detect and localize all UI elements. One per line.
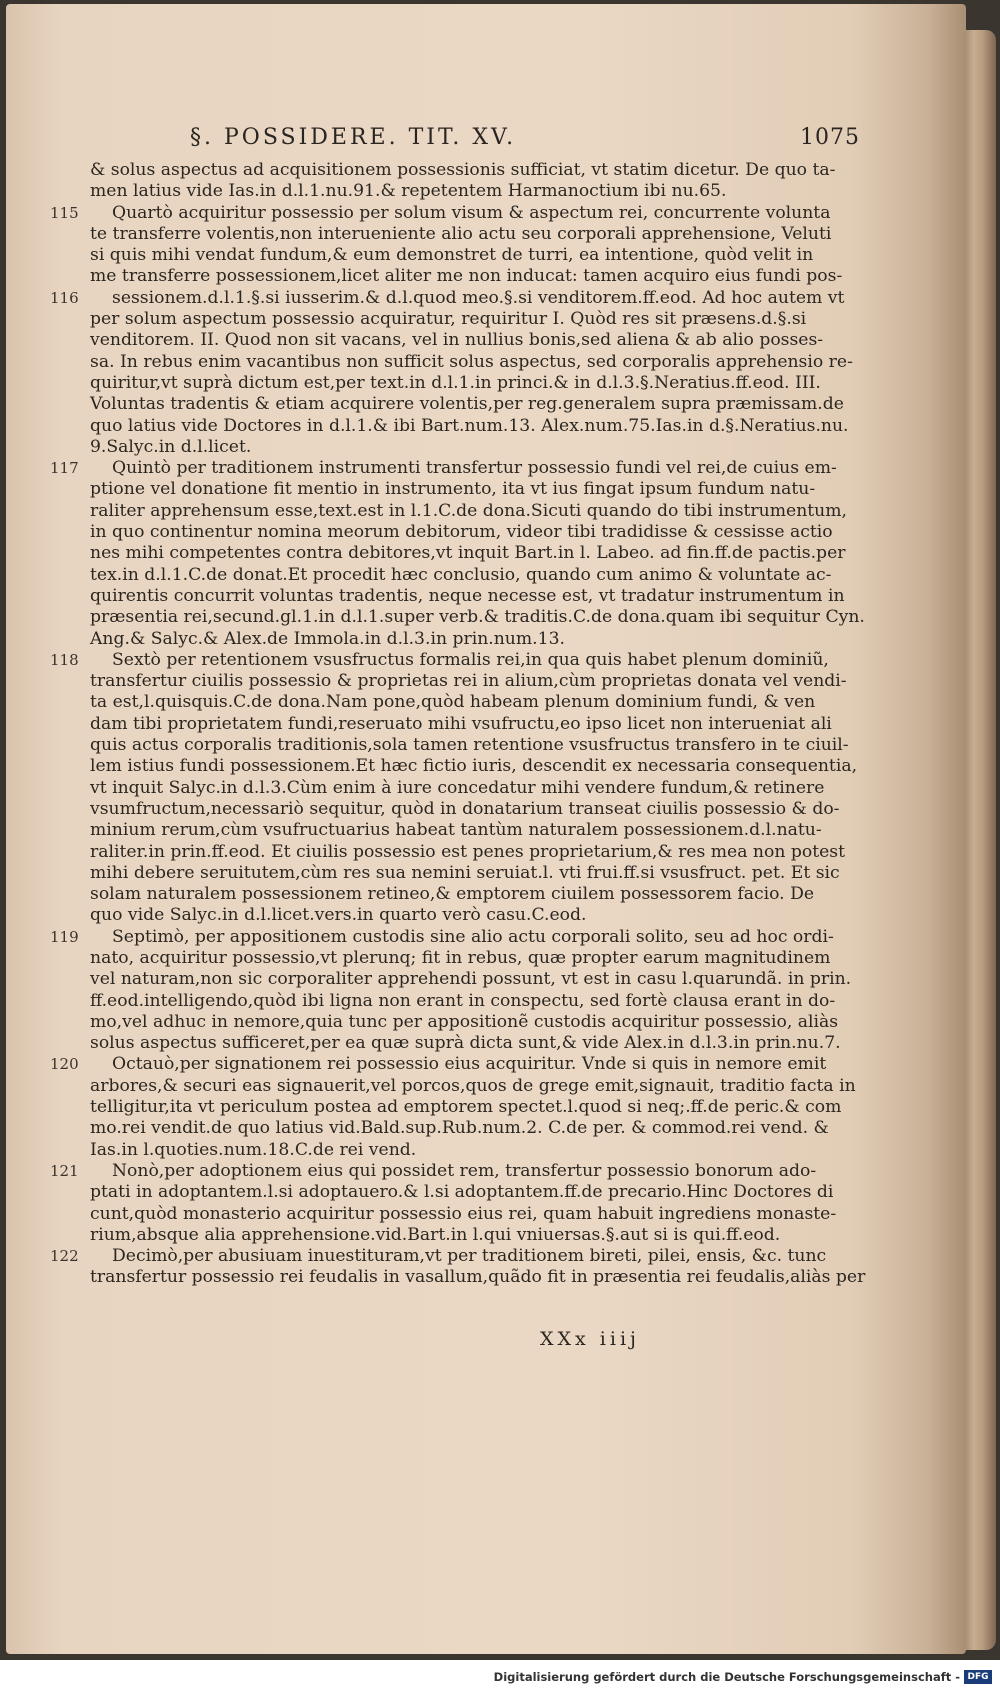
text-line: men latius vide Ias.in d.l.1.nu.91.& repetentem Harmanoctium ibi nu.65. — [90, 181, 727, 202]
text-line: vt inquit Salyc.in d.l.3.Cùm enim à iure concedatur mihi vendere fundum,& retinere — [90, 777, 825, 798]
text-line: Quintò per traditionem instrumenti transfertur possessio fundi vel rei,de cuius em- — [112, 458, 837, 479]
text-line: & solus aspectus ad acquisitionem possessionis sufficiat, vt statim dicetur. De quo ta- — [90, 160, 836, 180]
text-line: Decimò,per abusiuam inuestituram,vt per traditionem bireti, pilei, ensis, &c. tunc — [112, 1246, 827, 1267]
text-line: quiritur,vt suprà dictum est,per text.in d.l.1.in princi.& in d.l.3.§.Neratius.ff.eod. III. — [90, 372, 821, 393]
text-line: nes mihi competentes contra debitores,vt inquit Bart.in l. Labeo. ad fin.ff.de pactis.per — [90, 543, 846, 564]
marginal-number: 121 — [50, 1161, 79, 1180]
footer-credit: Digitalisierung gefördert durch die Deutsche Forschungsgemeinschaft - — [493, 1670, 960, 1684]
marginal-number: 120 — [50, 1055, 79, 1074]
paragraph — [50, 458, 865, 650]
text-line: sa. In rebus enim vacantibus non sufficit solus aspectus, sed corporalis apprehensio re- — [90, 351, 853, 372]
paragraph — [90, 160, 836, 203]
text-line: Quartò acquiritur possessio per solum visum & aspectum rei, concurrente volunta — [112, 202, 831, 223]
text-line: si quis mihi vendat fundum,& eum demonstret de turri, ea intentione, quòd velit in — [90, 245, 814, 266]
text-line: raliter apprehensum esse,text.est in l.1.C.de dona.Sicuti quando do tibi instrumentum, — [90, 500, 847, 521]
text-line: ta est,l.quisquis.C.de dona.Nam pone,quòd habeam plenum dominium fundi, & ven — [90, 692, 816, 713]
text-line: quis actus corporalis traditionis,sola tamen retentione vsusfructus transfero in te ciuil- — [90, 735, 849, 756]
paragraph — [50, 1054, 856, 1160]
text-line: me transferre possessionem,licet aliter me non inducat: tamen acquiro eius fundi pos- — [90, 266, 843, 287]
text-line: Septimò, per appositionem custodis sine alio actu corporali solito, seu ad hoc ordi- — [112, 926, 834, 947]
text-line: minium rerum,cùm vsufructuarius habeat tantùm naturalem possessionem.d.l.natu- — [90, 820, 822, 841]
page-body — [50, 160, 866, 1289]
paragraph — [50, 287, 853, 458]
paragraph — [50, 1246, 866, 1289]
marginal-number: 119 — [50, 927, 79, 946]
text-line: sessionem.d.l.1.§.si iusserim.& d.l.quod meo.§.si venditorem.ff.eod. Ad hoc autem vt — [112, 287, 845, 308]
text-line: solam naturalem possessionem retineo,& emptorem ciuilem possessorem facio. De — [90, 884, 815, 905]
paragraph — [50, 649, 858, 927]
header-title: §. POSSIDERE. TIT. XV. — [190, 125, 517, 150]
text-line: telligitur,ita vt periculum postea ad emptorem spectet.l.quod si neq;.ff.de peric.& com — [90, 1097, 842, 1118]
text-line: ff.eod.intelligendo,quòd ibi ligna non erant in conspectu, sed fortè clausa erant in do- — [90, 990, 836, 1011]
marginal-number: 117 — [50, 459, 79, 478]
text-line: per solum aspectum possessio acquiratur, requiritur I. Quòd res sit præsens.d.§.si — [90, 309, 807, 330]
paragraph — [50, 926, 852, 1055]
text-line: nato, acquiritur possessio,vt plerunq; fit in rebus, quæ propter earum magnitudinem — [90, 947, 831, 968]
running-header — [190, 125, 860, 161]
text-line: præsentia rei,secund.gl.1.in d.l.1.super verb.& traditis.C.de dona.quam ibi sequitur Cyn. — [90, 607, 865, 628]
text-line: dam tibi proprietatem fundi,reseruato mihi vsufructu,eo ipso licet non interueniat ali — [90, 713, 832, 734]
text-line: Sextò per retentionem vsusfructus formalis rei,in qua quis habet plenum dominiũ, — [112, 649, 829, 670]
marginal-number: 115 — [50, 203, 79, 222]
marginal-number: 118 — [50, 650, 79, 669]
text-line: Voluntas tradentis & etiam acquirere volentis,per reg.generalem supra præmissam.de — [90, 394, 844, 415]
text-line: Nonò,per adoptionem eius qui possidet rem, transfertur possessio bonorum ado- — [112, 1160, 817, 1181]
text-line: mo.rei vendit.de quo latius vid.Bald.sup.Rub.num.2. C.de per. & commod.rei vend. & — [90, 1118, 829, 1139]
text-line: ptione vel donatione fit mentio in instrumento, ita vt ius fingat ipsum fundum natu- — [90, 479, 816, 500]
text-line: tex.in d.l.1.C.de donat.Et procedit hæc conclusio, quando cum animo & voluntate ac- — [90, 564, 832, 585]
text-line: in quo continentur nomina meorum debitorum, videor tibi tradidisse & cessisse actio — [90, 522, 833, 543]
signature-mark: XXx iiij — [540, 1328, 640, 1350]
marginal-number: 116 — [50, 288, 79, 307]
text-line: raliter.in prin.ff.eod. Et ciuilis possessio est penes proprietarium,& res mea non potest — [90, 841, 846, 862]
text-line: mihi debere seruitutem,cùm res sua nemini seruiat.l. vti frui.ff.si vsusfruct. pet. Et sic — [90, 862, 840, 883]
text-line: lem istius fundi possessionem.Et hæc fictio iuris, descendit ex necessaria consequentia, — [90, 756, 858, 777]
text-line: rium,absque alia apprehensione.vid.Bart.in l.qui vniuersas.§.aut si is qui.ff.eod. — [90, 1224, 781, 1245]
text-line: Octauò,per signationem rei possessio eius acquiritur. Vnde si quis in nemore emit — [112, 1054, 827, 1075]
folio-number: 1075 — [800, 125, 860, 150]
text-line: transfertur possessio rei feudalis in vasallum,quãdo fit in præsentia rei feudalis,aliàs per — [90, 1267, 866, 1288]
dfg-logo: DFG — [964, 1670, 992, 1684]
text-line: vsumfructum,necessariò sequitur, quòd in donatarium transeat ciuilis possessio & do- — [90, 798, 840, 819]
text-line: Ias.in l.quoties.num.18.C.de rei vend. — [90, 1139, 417, 1160]
paragraph — [50, 1160, 837, 1246]
text-line: ptati in adoptantem.l.si adoptauero.& l.si adoptantem.ff.de precario.Hinc Doctores di — [90, 1182, 834, 1203]
text-line: quo latius vide Doctores in d.l.1.& ibi Bart.num.13. Alex.num.75.Ias.in d.§.Neratius.nu. — [90, 415, 849, 436]
page-fore-edge — [962, 30, 996, 1650]
text-line: 9.Salyc.in d.l.licet. — [90, 436, 252, 457]
marginal-number: 122 — [50, 1247, 79, 1266]
text-line: mo,vel adhuc in nemore,quia tunc per appositionẽ custodis acquiritur possessio, aliàs — [90, 1011, 839, 1032]
footer-bar — [0, 1660, 1000, 1696]
text-line: vel naturam,non sic corporaliter apprehendi possunt, vt est in casu l.quarundã. in prin. — [90, 969, 852, 990]
text-line: venditorem. II. Quod non sit vacans, vel in nullius bonis,sed aliena & ab alio posses- — [90, 330, 824, 351]
text-line: quo vide Salyc.in d.l.licet.vers.in quarto verò casu.C.eod. — [90, 905, 587, 926]
text-line: Ang.& Salyc.& Alex.de Immola.in d.l.3.in prin.num.13. — [90, 628, 565, 649]
text-line: arbores,& securi eas signauerit,vel porcos,quos de grege emit,signauit, traditio facta in — [90, 1075, 856, 1096]
paragraph — [50, 202, 843, 288]
text-line: quirentis concurrit voluntas tradentis, neque necesse est, vt tradatur instrumentum in — [90, 585, 845, 606]
text-line: cunt,quòd monasterio acquiritur possessio eius rei, quam habuit ingrediens monaste- — [90, 1203, 837, 1224]
text-line: solus aspectus sufficeret,per ea quæ suprà dicta sunt,& vide Alex.in d.l.3.in prin.nu.7. — [90, 1033, 841, 1054]
text-line: te transferre volentis,non interueniente alio actu seu corporali apprehensione, Veluti — [90, 223, 832, 244]
text-line: transfertur ciuilis possessio & proprietas rei in alium,cùm proprietas donata vel vendi- — [90, 671, 847, 692]
